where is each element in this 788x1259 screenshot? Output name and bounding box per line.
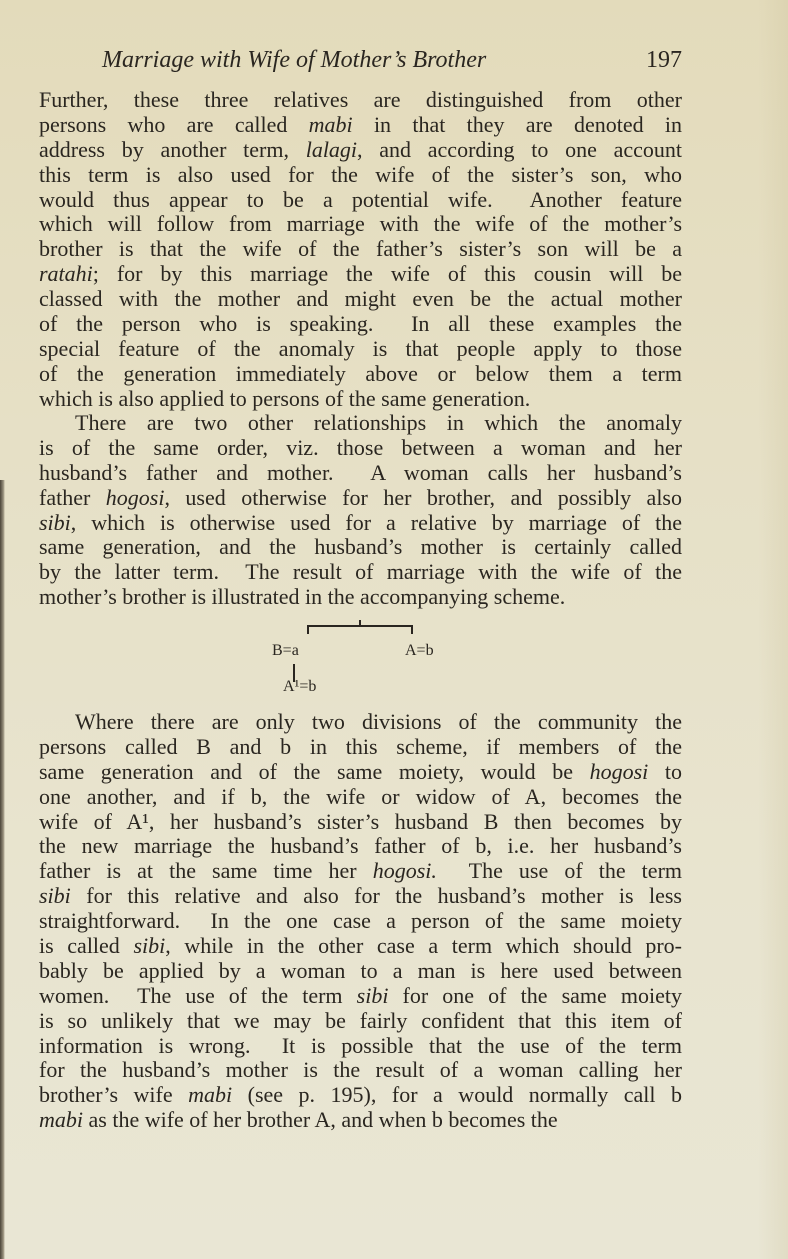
left-couple-label: B=a [272,642,299,659]
text-line [39,884,682,909]
text-run: Further, these three relatives are distinguished from other [39,87,682,112]
text-run: (see p. 195), for a would normally call b [232,1082,682,1108]
italic-term: ratahi [39,261,93,287]
text-line [39,909,682,934]
text-line [39,486,682,511]
text-run: the new marriage the husband’s father of b, i.e. her husband’s [39,833,682,859]
text-run: address by another term, [39,136,306,162]
text-line [39,859,682,884]
text-line [39,810,682,835]
italic-term: sibi [356,982,389,1008]
text-run: father [39,484,106,510]
text-line [39,984,682,1009]
text-run: The use of the term [436,858,683,884]
italic-term: sibi [39,509,71,535]
text-line [39,88,682,113]
page-shading [758,0,788,1259]
text-run: is called [39,933,134,959]
text-run: persons who are called [39,111,309,137]
sibling-line-parent-tick [359,620,361,626]
sibling-line-left-drop [307,625,309,634]
text-run: persons called B and b in this scheme, if members of the [39,733,682,759]
text-line [39,1083,682,1108]
right-couple-label: A=b [405,642,434,659]
italic-term: sibi [39,883,71,909]
text-run: this term is also used for the wife of the sister’s son, who [39,161,682,187]
text-line [39,461,682,486]
text-run: for the husband’s mother is the result of a woman calling her [39,1057,682,1083]
italic-term: mabi [308,111,353,137]
text-line [39,138,682,163]
text-line [39,436,682,461]
text-run: is so unlikely that we may be fairly confident that this item of [39,1007,682,1033]
text-line [39,287,682,312]
text-line [39,163,682,188]
text-run: mother’s brother is illustrated in the accompanying scheme. [39,584,566,610]
text-run: special feature of the anomaly is that people apply to those [39,335,682,361]
text-run: same generation, and the husband’s mother is certainly called [39,534,682,560]
running-header [102,47,682,77]
page-binding-edge [0,480,5,1259]
text-run: in that they are denoted in [352,111,682,137]
text-run: , and according to one account [357,136,682,162]
text-line [39,262,682,287]
text-run: would thus appear to be a potential wife. Another feature [39,186,682,212]
text-run: for one of the same moiety [388,982,682,1008]
text-line [39,188,682,213]
paragraph-1 [39,88,682,412]
italic-term: mabi [188,1082,233,1108]
text-run: straightforward. In the one case a person of the same moiety [39,908,682,934]
italic-term: hogosi [105,484,165,510]
text-run: husband’s father and mother. A woman calls her husband’s [39,459,682,485]
italic-term: hogosi [589,758,649,784]
page-number: 197 [646,47,682,73]
child-couple-label: A¹=b [283,678,317,695]
text-run: classed with the mother and might even be the actual mother [39,286,682,312]
text-run: bably be applied by a woman to a man is here used between [39,957,682,983]
text-line [39,560,682,585]
text-line [39,362,682,387]
text-line [39,834,682,859]
text-line [39,959,682,984]
text-line [39,1058,682,1083]
text-line [39,585,682,610]
text-line [39,511,682,536]
italic-term: lalagi [305,136,358,162]
text-line [39,535,682,560]
text-run: of the person who is speaking. In all these examples the [39,311,682,337]
text-run: one another, and if b, the wife or widow of A, becomes the [39,783,682,809]
text-run: to [648,758,682,784]
text-run: by the latter term. The result of marriage with the wife of the [39,559,682,585]
text-run: as the wife of her brother A, and when b becomes the [83,1107,558,1133]
sibling-line-right-drop [411,625,413,634]
text-run: ; for by this marriage the wife of this cousin will be [92,261,682,287]
text-line [39,1108,682,1133]
text-line [39,934,682,959]
text-run: brother is that the wife of the father’s sister’s son will be a [39,236,682,262]
text-run: father is at the same time her [39,858,373,884]
italic-term: sibi [133,933,166,959]
text-line [39,237,682,262]
italic-term: hogosi. [372,858,437,884]
text-line [39,113,682,138]
text-line [39,337,682,362]
text-run: which is also applied to persons of the same generation. [39,385,531,411]
text-run: Where there are only two divisions of the community the [75,709,682,734]
text-run: of the generation immediately above or below them a term [39,360,682,386]
text-line [39,710,682,735]
text-line [39,1034,682,1059]
text-run: , which is otherwise used for a relative by marriage of the [70,509,682,535]
paragraph-2 [39,411,682,610]
running-title: Marriage with Wife of Mother’s Brother [102,47,487,73]
text-run: , while in the other case a term which should pro- [165,933,682,959]
text-line [39,212,682,237]
text-run: information is wrong. It is possible that the use of the term [39,1032,682,1058]
text-run: , used otherwise for her brother, and possibly also [164,484,682,510]
text-line [39,411,682,436]
text-line [39,387,682,412]
text-line [39,735,682,760]
text-run: There are two other relationships in which the anomaly [75,410,682,435]
italic-term: mabi [39,1107,83,1133]
text-run: women. The use of the term [39,982,357,1008]
paragraph-3 [39,710,682,1133]
text-line [39,312,682,337]
text-line [39,785,682,810]
text-run: same generation and of the same moiety, would be [39,758,590,784]
text-line [39,760,682,785]
text-run: for this relative and also for the husband’s mother is less [70,883,682,909]
text-run: is of the same order, viz. those between a woman and her [39,434,682,460]
text-run: which will follow from marriage with the wife of the mother’s [39,211,682,237]
text-run: brother’s wife [39,1082,189,1108]
text-run: wife of A¹, her husband’s sister’s husband B then becomes by [39,808,682,834]
text-line [39,1009,682,1034]
kinship-diagram [260,612,460,702]
